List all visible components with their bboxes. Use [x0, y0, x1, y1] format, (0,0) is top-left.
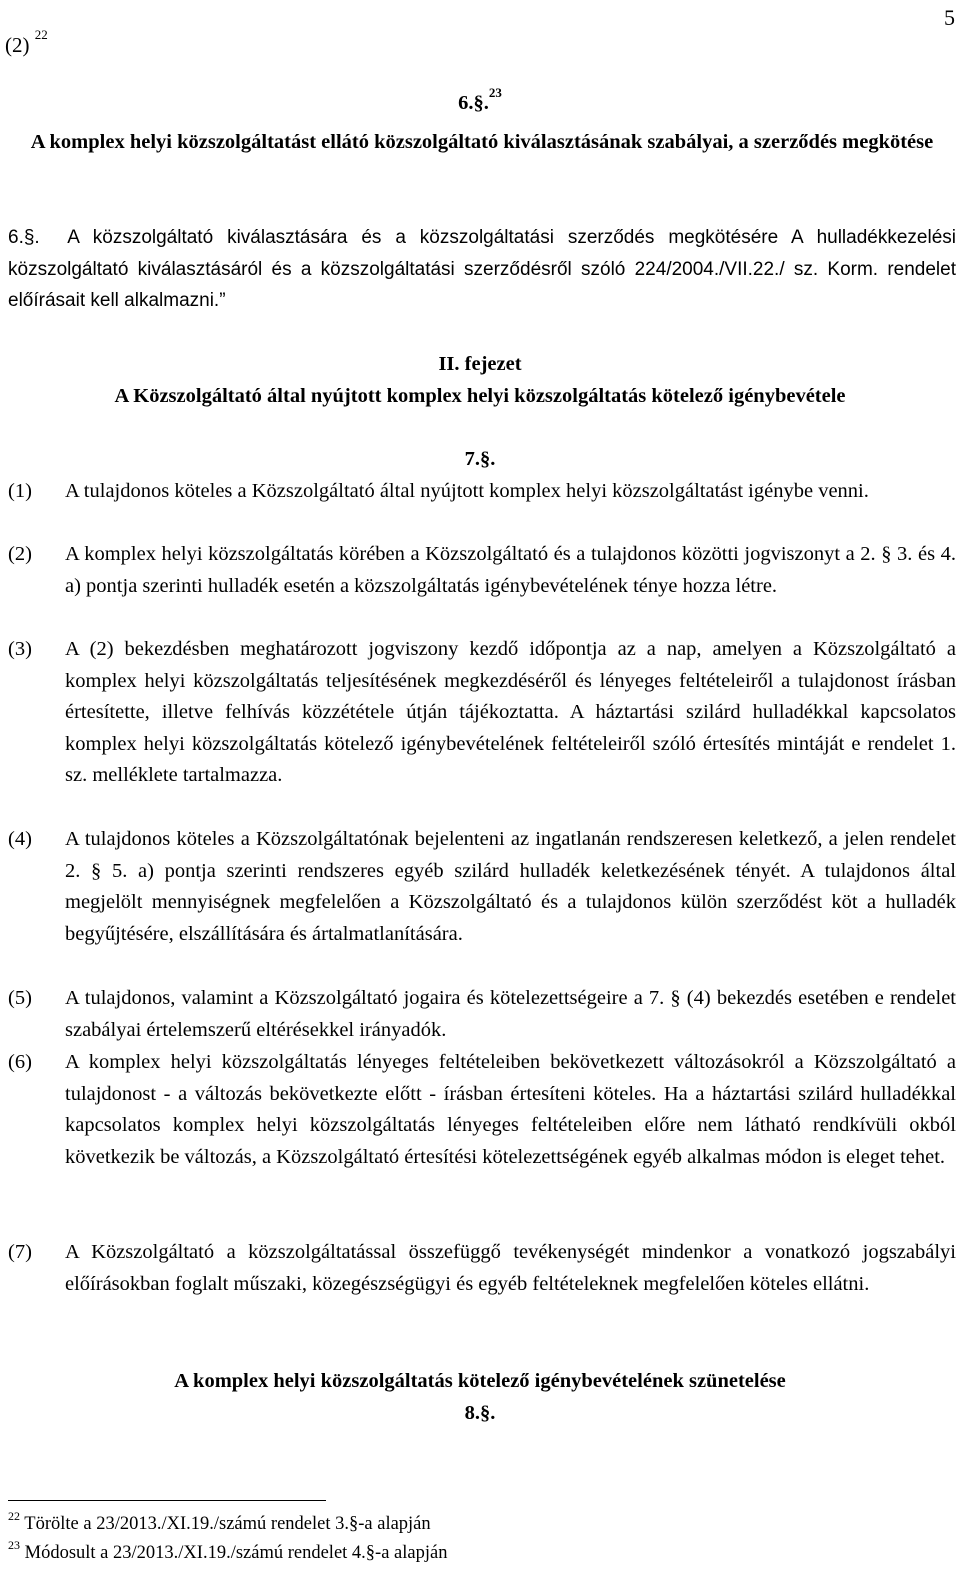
paragraph-3	[8, 634, 956, 792]
paragraph-text: A komplex helyi közszolgáltatás lényeges feltételeiben bekövetkezett változásokról a Közszolgáltató a tulajdonost - a változás bekövetkezte előtt - írásban értesíteni köteles. Ha a háztartási szilárd hulladékkal kapcsolatos komplex helyi közszolgáltatás lényeges feltételeiben előre nem látható rendkívüli okból következik be változás, a Közszolgáltató értesítési kötelezettségének egyéb alkalmas módon is eleget tehet.	[65, 1051, 956, 1168]
paragraph-number: (3)	[8, 638, 32, 660]
page-number: 5	[944, 5, 955, 30]
footnote-ref-23: 23	[488, 85, 502, 100]
section-6-heading: 6.§.$^{23}$	[458, 85, 502, 114]
section-8-heading: 8.§.	[464, 1402, 496, 1424]
chapter-number: II. fejezet	[438, 353, 522, 375]
footnote-number: 22	[8, 1509, 20, 1523]
paragraph-number: (1)	[8, 480, 32, 502]
paragraph-text: A tulajdonos, valamint a Közszolgáltató jogaira és kötelezettségeire a 7. § (4) bekezdés esetében e rendelet szabályai értelemszerű eltérésekkel irányadók.	[65, 987, 956, 1041]
footnote-number: 23	[8, 1538, 20, 1552]
paragraph-number: (4)	[8, 828, 32, 850]
previous-item-label	[5, 27, 48, 62]
section-6-prefix: 6.§.	[8, 227, 40, 248]
paragraph-5	[8, 983, 956, 1046]
section-6-title: A komplex helyi közszolgáltatást ellátó közszolgáltató kiválasztásának szabályai, a szerződés megkötése	[30, 131, 934, 153]
footnote-23	[8, 1538, 448, 1565]
footnote-separator	[8, 1500, 326, 1501]
paragraph-4	[8, 824, 956, 950]
footnote-ref-22: 22	[34, 27, 48, 42]
paragraph-2	[8, 539, 956, 602]
paragraph-number: (5)	[8, 987, 32, 1009]
footnote-text: Törölte a 23/2013./XI.19./számú rendelet 3.§-a alapján	[24, 1514, 431, 1534]
paragraph-text: A komplex helyi közszolgáltatás körében a Közszolgáltató és a tulajdonos közötti jogviszonyt a 2. § 3. és 4. a) pontja szerinti hulladék esetén a közszolgáltatás igénybevételének ténye hozza létre.	[65, 543, 956, 597]
paragraph-text: A Közszolgáltató a közszolgáltatással összefüggő tevékenységét mindenkor a vonatkozó jogszabályi előírásokban foglalt műszaki, közegészségügyi és egyéb feltételeknek megfelelően köteles ellátni.	[65, 1241, 956, 1295]
section-7-heading: 7.§.	[464, 448, 496, 470]
paragraph-number: (6)	[8, 1051, 32, 1073]
paragraph-text: A tulajdonos köteles a Közszolgáltatónak bejelenteni az ingatlanán rendszeresen keletkező, a jelen rendelet 2. § 5. a) pontja szerinti rendszeres egyéb szilárd hulladék keletkezésének tényét. A tulajdonos által megjelölt mennyiségnek megfelelően a Közszolgáltató és a tulajdonos külön szerződést köt a hulladék begyűjtésére, elszállítására és ártalmatlanítására.	[65, 828, 956, 945]
section-6-text	[8, 222, 956, 317]
paragraph-text: A (2) bekezdésben meghatározott jogviszony kezdő időpontja az a nap, amelyen a Közszolgáltató a komplex helyi közszolgáltatás teljesítésének megkezdéséről és lényeges feltételeiről a tulajdonost írásban értesítette, illetve felhívás közzététele útján tájékoztatta. A háztartási szilárd hulladékkal kapcsolatos komplex helyi közszolgáltatás kötelező igénybevételének feltételeiről szóló értesítés mintáját e rendelet 1. sz. melléklete tartalmazza.	[65, 638, 956, 786]
previous-item-number: (2)	[5, 33, 30, 57]
paragraph-number: (7)	[8, 1241, 32, 1263]
paragraph-text: A tulajdonos köteles a Közszolgáltató által nyújtott komplex helyi közszolgáltatást igénybe venni.	[65, 480, 869, 502]
paragraph-6	[8, 1047, 956, 1173]
section-8-title: A komplex helyi közszolgáltatás kötelező igénybevételének szünetelése	[174, 1370, 786, 1392]
footnote-text: Módosult a 23/2013./XI.19./számú rendelet 4.§-a alapján	[24, 1543, 448, 1563]
paragraph-7	[8, 1237, 956, 1300]
section-6-body: A közszolgáltató kiválasztására és a közszolgáltatási szerződés megkötésére A hulladékkezelési közszolgáltató kiválasztásáról és a közszolgáltatási szerződésről szóló 224/2004./VII.22./ sz. Korm. rendelet előírásait kell alkalmazni.”	[8, 227, 956, 311]
footnote-22	[8, 1509, 431, 1536]
chapter-title: A Közszolgáltató által nyújtott komplex helyi közszolgáltatás kötelező igénybevétele	[114, 385, 846, 407]
paragraph-1	[8, 476, 956, 508]
paragraph-number: (2)	[8, 543, 32, 565]
